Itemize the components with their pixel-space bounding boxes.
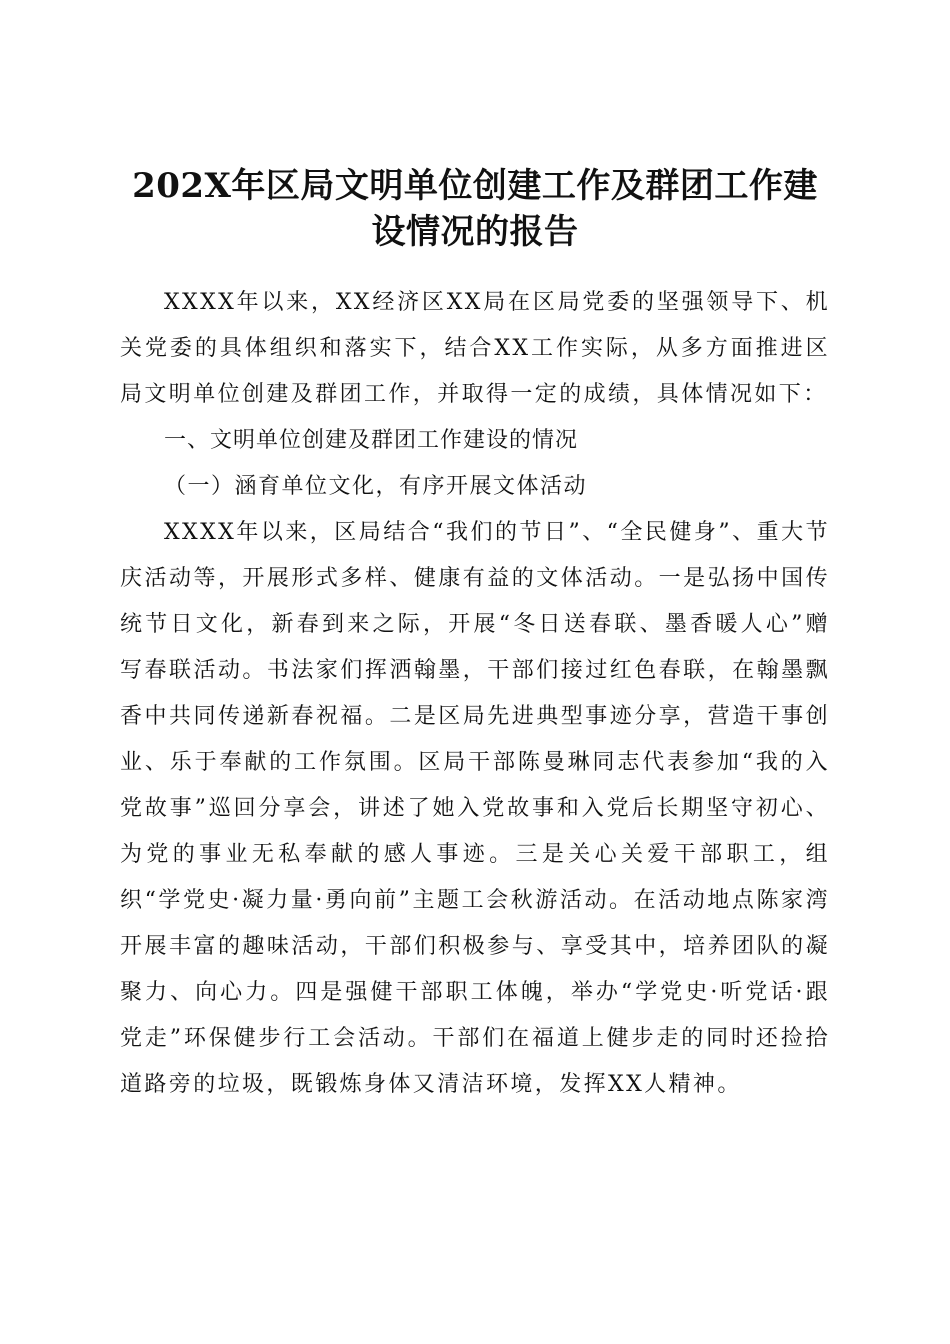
title-line-1: 202X年区局文明单位创建工作及群团工作建 <box>132 165 818 206</box>
subsection-heading: （一）涵育单位文化，有序开展文体活动 <box>164 474 588 499</box>
document-title <box>110 163 840 255</box>
document-body <box>120 280 830 1108</box>
title-line-2: 设情况的报告 <box>371 211 579 252</box>
body-paragraph: XXXX年以来，区局结合“我们的节日”、“全民健身”、重大节庆活动等，开展形式多样、健康有益的文体活动。一是弘扬中国传统节日文化，新春到来之际，开展“冬日送春联、墨香暖人心”赠写春联活动。书法家们挥洒翰墨，干部们接过红色春联，在翰墨飘香中共同传递新春祝福。二是区局先进典型事迹分享，营造干事创业、乐于奉献的工作氛围。区局干部陈曼琳同志代表参加“我的入党故事”巡回分享会，讲述了她入党故事和入党后长期坚守初心、为党的事业无私奉献的感人事迹。三是关心关爱干部职工，组织“学党史·凝力量·勇向前”主题工会秋游活动。在活动地点陈家湾开展丰富的趣味活动，干部们积极参与、享受其中，培养团队的凝聚力、向心力。四是强健干部职工体魄，举办“学党史·听党话·跟党走”环保健步行工会活动。干部们在福道上健步走的同时还捡拾道路旁的垃圾，既锻炼身体又清洁环境，发挥XX人精神。 <box>120 520 830 1097</box>
section-heading: 一、文明单位创建及群团工作建设的情况 <box>164 428 579 453</box>
intro-paragraph: XXXX年以来，XX经济区XX局在区局党委的坚强领导下、机关党委的具体组织和落实下，结合XX工作实际，从多方面推进区局文明单位创建及群团工作，并取得一定的成绩，具体情况如下： <box>120 290 830 407</box>
